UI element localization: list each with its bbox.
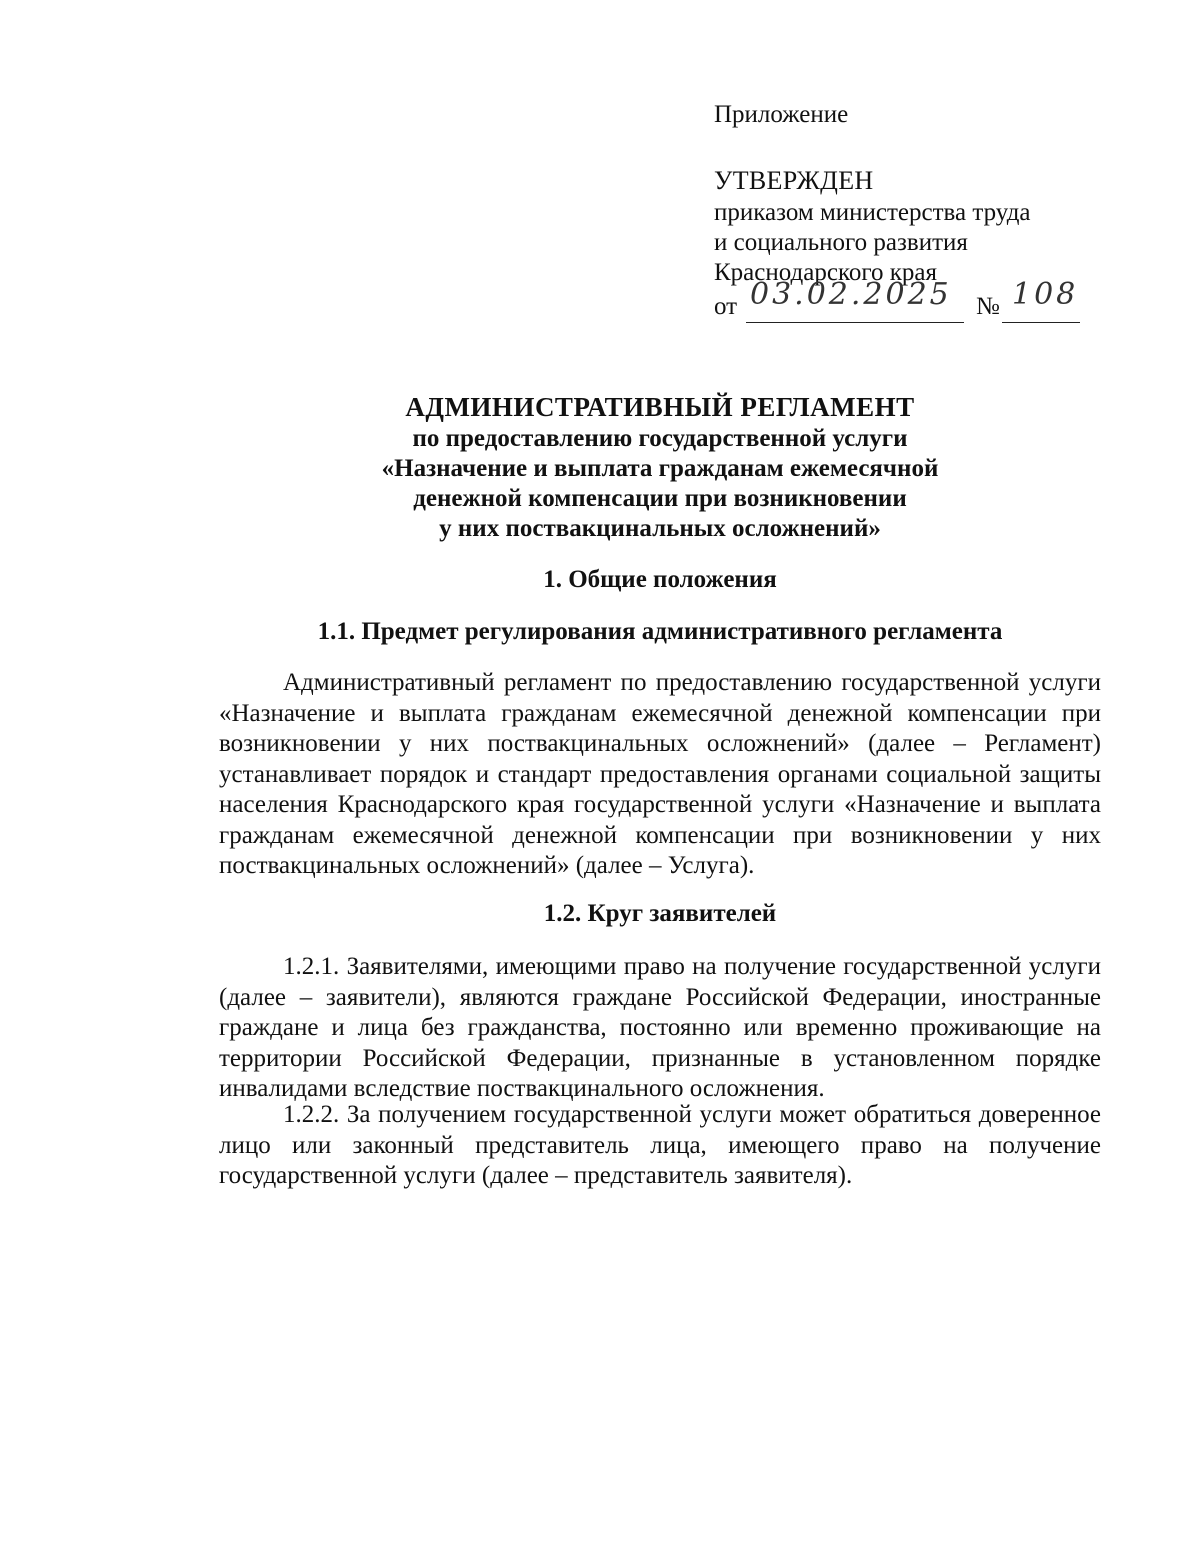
section-1-2-heading: 1.2. Круг заявителей (543, 900, 777, 927)
section-1-1-heading: 1.1. Предмет регулирования административного регламента (317, 618, 1003, 645)
section-1-2-1-paragraph: 1.2.1. Заявителями, имеющими право на получение государственной услуги (далее – заявители), являются граждане Российской Федерации, иностранные граждане и лица без гражданства, постоянно или временно проживающие на территории Российской Федерации, признанные в установленном порядке инвалидами вследствие поствакцинального осложнения. (219, 953, 1101, 1102)
document-title (200, 392, 1120, 544)
approved-label: УТВЕРЖДЕН (714, 166, 874, 195)
date-underline (746, 322, 964, 323)
handwritten-date: 03.02.2025 (750, 277, 952, 312)
section-1-2-2-paragraph: 1.2.2. За получением государственной услуги может обратиться доверенное лицо или законный представитель лица, имеющего право на получение государственной услуги (далее – представитель заявителя). (219, 1101, 1101, 1189)
from-label: от (714, 293, 738, 320)
order-line-2: и социального развития (714, 229, 968, 256)
section-1-1-paragraph: Административный регламент по предоставлению государственной услуги «Назначение и выплата гражданам ежемесячной денежной компенсации при возникновении у них поствакцинальных осложнений» (далее – Регламент) устанавливает порядок и стандарт предоставления органами социальной защиты населения Краснодарского края государственной услуги «Назначение и выплата гражданам ежемесячной денежной компенсации при возникновении у них поствакцинальных осложнений» (далее – Услуга). (219, 669, 1101, 879)
title-line-2: «Назначение и выплата гражданам ежемесячной (381, 455, 939, 482)
order-date-number-line (714, 277, 1134, 328)
approval-stamp (714, 100, 1134, 328)
order-line-1: приказом министерства труда (714, 199, 1031, 226)
title-line-4: у них поствакцинальных осложнений» (439, 515, 881, 542)
section-1-heading: 1. Общие положения (543, 566, 777, 593)
number-label: № (976, 293, 1000, 320)
order-line-3: Краснодарского края (714, 259, 937, 286)
title-main: АДМИНИСТРАТИВНЫЙ РЕГЛАМЕНТ (405, 392, 915, 422)
title-line-3: денежной компенсации при возникновении (413, 485, 907, 512)
appendix-label: Приложение (714, 101, 849, 128)
handwritten-number: 108 (1012, 277, 1079, 312)
title-line-1: по предоставлению государственной услуги (412, 425, 908, 452)
number-underline (1002, 322, 1080, 323)
